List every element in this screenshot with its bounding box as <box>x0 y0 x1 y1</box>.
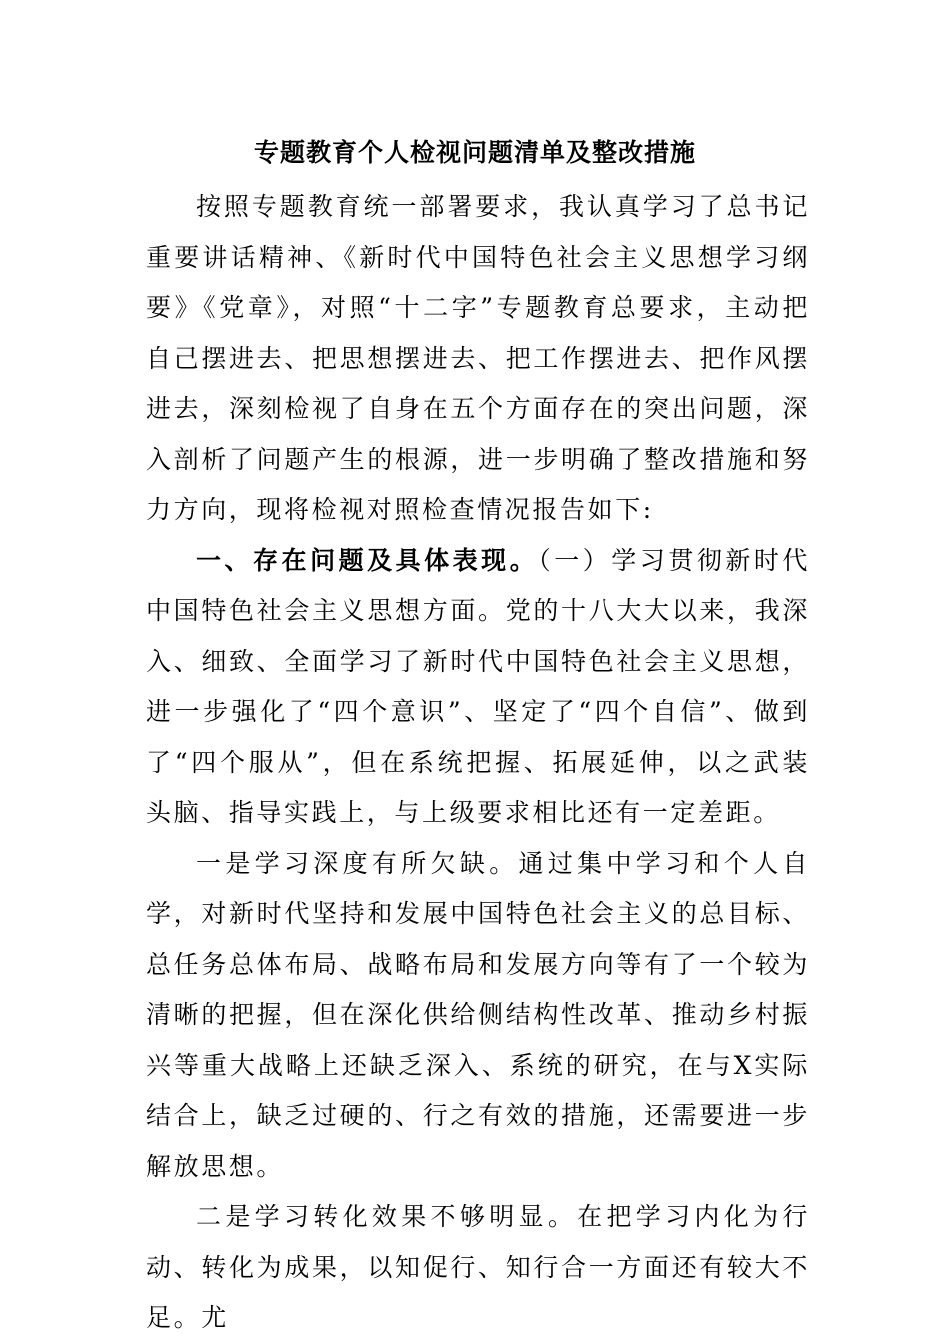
document-title: 专题教育个人检视问题清单及整改措施 <box>253 138 696 167</box>
paragraph-text: 二是学习转化效果不够明显。在把学习内化为行动、转化为成果，以知促行、知行合一方面还有较大不足。尤 <box>146 1202 810 1332</box>
paragraph-intro <box>146 182 810 536</box>
paragraph-point-one <box>146 839 810 1193</box>
paragraph-text: （一）学习贯彻新时代中国特色社会主义思想方面。党的十八大大以来，我深入、细致、全面学习了新时代中国特色社会主义思想，进一步强化了“四个意识”、坚定了“四个自信”、做到了“四个服从”，但在系统把握、拓展延伸，以之武装头脑、指导实践上，与上级要求相比还有一定差距。 <box>146 545 810 827</box>
paragraph-section-one <box>146 536 810 839</box>
paragraph-text: 按照专题教育统一部署要求，我认真学习了总书记重要讲话精神、《新时代中国特色社会主义思想学习纲要》《党章》，对照“十二字”专题教育总要求，主动把自己摆进去、把思想摆进去、把工作摆进去、把作风摆进去，深刻检视了自身在五个方面存在的突出问题，深入剖析了问题产生的根源，进一步明确了整改措施和努力方向，现将检视对照检查情况报告如下: <box>146 192 810 524</box>
document-body <box>146 182 810 1344</box>
section-heading: 一、存在问题及具体表现。 <box>196 545 539 575</box>
paragraph-point-two <box>146 1192 810 1344</box>
paragraph-text: 一是学习深度有所欠缺。通过集中学习和个人自学，对新时代坚持和发展中国特色社会主义的总目标、总任务总体布局、战略布局和发展方向等有了一个较为清晰的把握，但在深化供给侧结构性改革、推动乡村振兴等重大战略上还缺乏深入、系统的研究，在与X实际结合上，缺乏过硬的、行之有效的措施，还需要进一步解放思想。 <box>146 848 810 1181</box>
